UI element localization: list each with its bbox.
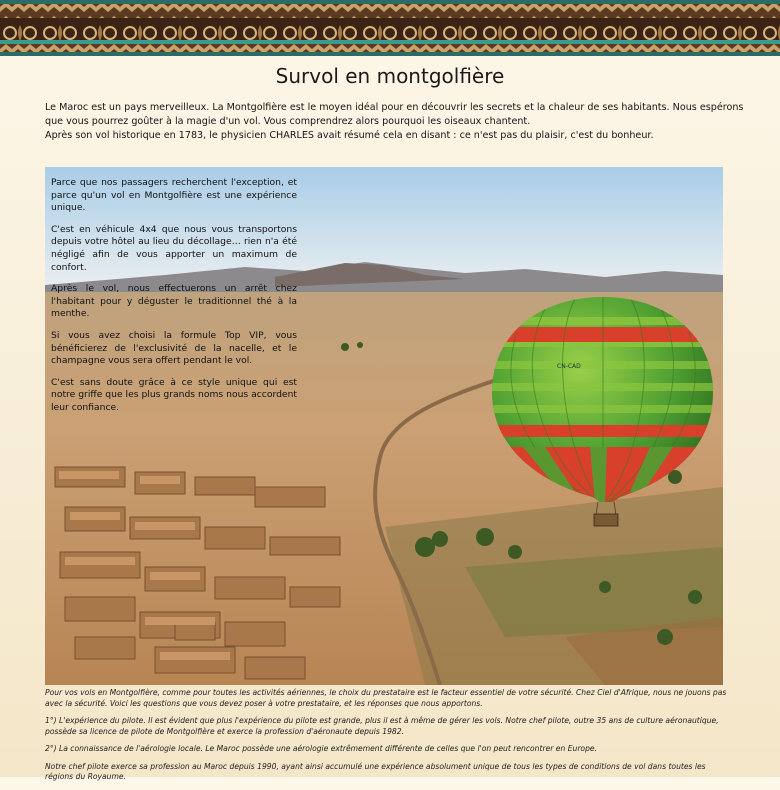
overlay-paragraph: Parce que nos passagers recherchent l'exception, et parce qu'un vol en Montgolfière est une expérience unique.	[51, 177, 297, 214]
footer-notes	[45, 688, 735, 790]
footer-paragraph: 1°) L'expérience du pilote. Il est évident que plus l'expérience du pilote est grande, plus il est à même de gérer les vols. Notre chef pilote, outre 35 ans de culture aéronautique, possède sa licence de pilote de Montgolfière et exerce la profession d'aéronaute depuis 1982.	[45, 716, 719, 736]
overlay-text	[51, 177, 297, 424]
footer-paragraph: 2°) La connaissance de l'aérologie locale. Le Maroc possède une aérologie extrêmement différente de celles que l'on peut rencontrer en Europe.	[45, 744, 597, 753]
overlay-paragraph: C'est sans doute grâce à ce style unique qui est notre griffe que les plus grands noms nous accordent leur confiance.	[51, 376, 297, 413]
footer-paragraph: Notre chef pilote exerce sa profession au Maroc depuis 1990, ayant ainsi accumulé une expérience absolument unique de tous les types de conditions de vol dans toutes les régions du Royaume.	[45, 761, 706, 781]
overlay-paragraph: Après le vol, nous effectuerons un arrêt chez l'habitant pour y déguster le traditionnel thé à la menthe.	[51, 283, 297, 320]
balloon-photo	[45, 167, 723, 685]
overlay-paragraph: C'est en véhicule 4x4 que nous vous transportons depuis votre hôtel au lieu du décollage… rien n'a été négligé afin de vous apporter un maximum de confort.	[51, 223, 297, 273]
balloon-registration: CN-CAD	[557, 363, 581, 370]
intro-paragraph: Après son vol historique en 1783, le physicien CHARLES avait résumé cela en disant : ce n'est pas du plaisir, c'est du bonheur.	[45, 130, 654, 141]
decorative-zellige-banner	[0, 0, 780, 56]
page-title: Survol en montgolfière	[275, 64, 505, 88]
overlay-paragraph: Si vous avez choisi la formule Top VIP, vous bénéficierez de l'exclusivité de la nacelle, et le champagne vous sera offert pendant le vol.	[51, 329, 297, 367]
intro-text	[45, 101, 745, 143]
footer-paragraph: Pour vos vols en Montgolfière, comme pour toutes les activités aériennes, le choix du prestataire est le facteur essentiel de votre sécurité. Chez Ciel d'Afrique, nous ne jouons pas avec la sécurité. Voici les questions que vous devez poser à votre prestataire, et les réponses que nous apportons.	[45, 688, 727, 708]
intro-paragraph: Le Maroc est un pays merveilleux. La Montgolfière est le moyen idéal pour en découvrir les secrets et la chaleur de ses habitants. Nous espérons que vous pourrez goûter à la magie d'un vol. Vous comprendrez alors pourquoi les oiseaux chantent.	[45, 102, 744, 127]
